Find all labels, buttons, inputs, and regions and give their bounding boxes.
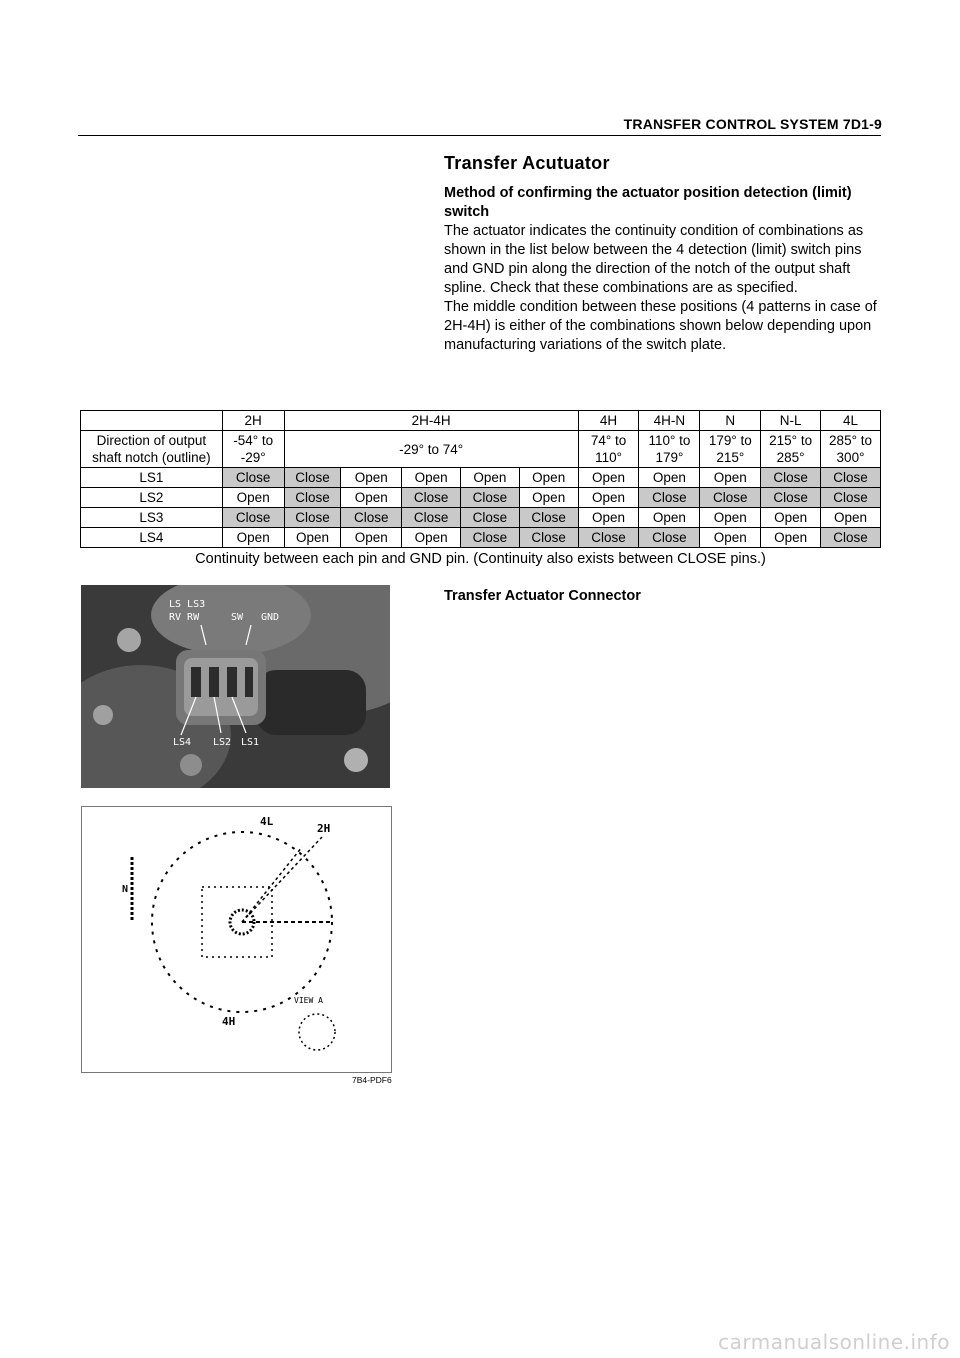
state-cell: Close [821,468,881,488]
state-cell: Close [341,508,402,528]
photo-label: RV RW [169,612,200,623]
switch-rows [81,468,881,548]
state-cell: Close [284,488,341,508]
range-cell: 74° to 110° [578,431,639,468]
state-cell: Close [578,528,639,548]
photo-label: SW [231,612,244,623]
photo-label: LS LS3 [169,599,206,610]
state-cell: Open [761,528,821,548]
state-cell: Close [700,488,761,508]
switch-label: LS3 [81,508,223,528]
range-cell: 215° to 285° [761,431,821,468]
header-cell: 2H [222,411,284,431]
photo-label: LS1 [241,737,260,748]
switch-label: LS4 [81,528,223,548]
state-cell: Open [519,488,578,508]
paragraph-continuity: The actuator indicates the continuity condition of combinations as shown in the list below between the 4 detection (limit) switch pins and GND pin along the direction of the notch of the output shaft spline. Check that these combinations are as specified. [444,223,864,296]
state-cell: Close [821,528,881,548]
header-cell: 4L [821,411,881,431]
range-cell: -29° to 74° [284,431,578,468]
state-cell: Open [700,508,761,528]
header-cell: 4H-N [639,411,700,431]
state-cell: Close [284,468,341,488]
range-cell: -54° to -29° [222,431,284,468]
state-cell: Close [519,528,578,548]
header-cell: N-L [761,411,821,431]
actuator-section [444,153,884,355]
limit-switch-table [80,410,881,548]
state-cell: Open [341,528,402,548]
state-cell: Close [639,528,700,548]
diagram-label: N [122,884,129,895]
table-note: Continuity between each pin and GND pin. (Continuity also exists between CLOSE pins.) [195,551,766,567]
figure-id: 7B4-PDF6 [352,1075,392,1085]
photo-label: GND [261,612,280,623]
subheading: Method of confirming the actuator position detection (limit) switch [444,185,852,220]
switch-label: LS2 [81,488,223,508]
state-cell: Open [700,468,761,488]
range-cell: 110° to 179° [639,431,700,468]
state-cell: Open [222,488,284,508]
watermark: carmanualsonline.info [718,1330,950,1354]
state-cell: Open [341,468,402,488]
photo-caption: Transfer Actuator Connector [444,588,641,604]
header-title: TRANSFER CONTROL SYSTEM 7D1-9 [623,116,882,132]
notch-direction-diagram [81,806,392,1073]
header-cell-empty [81,411,223,431]
state-cell: Close [222,508,284,528]
state-cell: Close [761,468,821,488]
range-cell: 179° to 215° [700,431,761,468]
state-cell: Open [578,488,639,508]
state-cell: Close [821,488,881,508]
table-header-row [81,411,881,431]
switch-label: LS1 [81,468,223,488]
header-cell: 4H [578,411,639,431]
table-row [81,468,881,488]
paragraph-middle-condition: The middle condition between these positions (4 patterns in case of 2H-4H) is either of the combinations shown below depending upon manufacturing variations of the switch plate. [444,299,877,353]
diagram-label: 2H [317,822,331,835]
state-cell: Open [821,508,881,528]
state-cell: Close [761,488,821,508]
state-cell: Close [461,508,520,528]
state-cell: Open [700,528,761,548]
state-cell: Close [461,488,520,508]
diagram-label: VIEW A [294,996,323,1005]
section-title: Transfer Acutuator [444,153,610,173]
header-cell: N [700,411,761,431]
table-range-row [81,431,881,468]
header-cell: 2H-4H [284,411,578,431]
diagram-label: 4L [260,815,274,828]
photo-label: LS4 [173,737,192,748]
table-row [81,488,881,508]
state-cell: Open [284,528,341,548]
range-cell: 285° to 300° [821,431,881,468]
photo-label: LS2 [213,737,232,748]
state-cell: Open [639,508,700,528]
state-cell: Close [402,508,461,528]
state-cell: Open [402,468,461,488]
diagram-label: 4H [222,1015,236,1028]
range-row-label: Direction of output shaft notch (outline) [81,431,223,468]
table-row [81,528,881,548]
state-cell: Close [284,508,341,528]
state-cell: Open [341,488,402,508]
state-cell: Open [761,508,821,528]
state-cell: Open [222,528,284,548]
connector-photo [81,585,390,788]
state-cell: Open [402,528,461,548]
state-cell: Open [578,468,639,488]
state-cell: Close [222,468,284,488]
state-cell: Close [519,508,578,528]
state-cell: Open [519,468,578,488]
state-cell: Close [639,488,700,508]
state-cell: Close [461,528,520,548]
table-row [81,508,881,528]
header-rule [78,135,881,136]
state-cell: Close [402,488,461,508]
state-cell: Open [578,508,639,528]
state-cell: Open [461,468,520,488]
state-cell: Open [639,468,700,488]
